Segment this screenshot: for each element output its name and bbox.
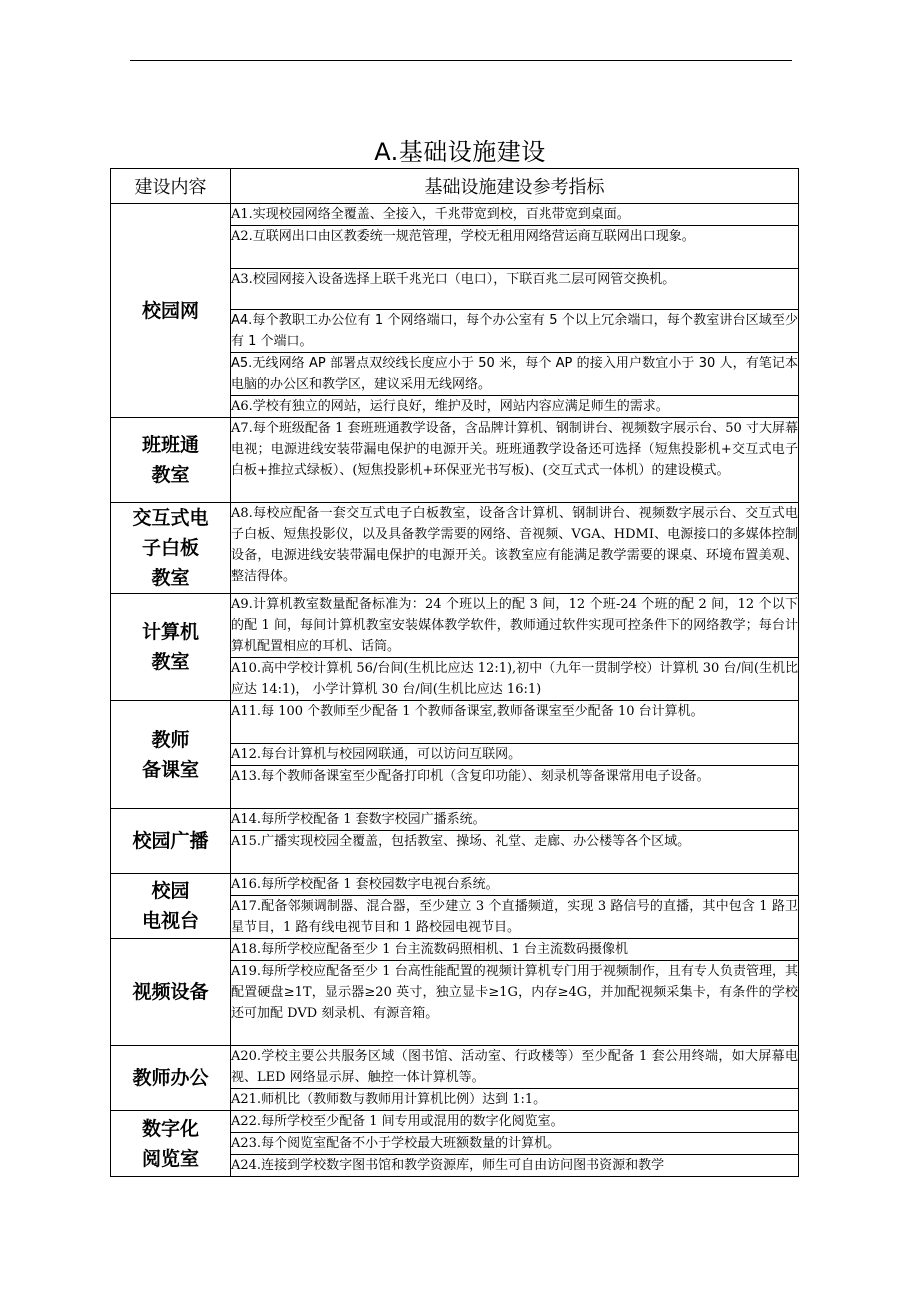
category-label: 班班通 xyxy=(141,434,199,456)
spec-item: A11.每 100 个教师至少配备 1 个教师备课室,教师备课室至少配备 10 台计算机。 xyxy=(231,701,799,744)
category-label: 阅览室 xyxy=(141,1147,199,1170)
category-cell xyxy=(111,594,231,701)
spec-item: A23.每个阅览室配备不小于学校最大班额数量的计算机。 xyxy=(231,1133,799,1155)
category-cell xyxy=(111,874,231,939)
infrastructure-spec-table xyxy=(110,168,799,1177)
category-label: 交互式电 xyxy=(132,507,209,529)
spec-item: A15.广播实现校园全覆盖，包括教室、操场、礼堂、走廊、办公楼等各个区域。 xyxy=(231,831,799,874)
table-row xyxy=(111,204,799,226)
spec-item: A12.每台计算机与校园网联通，可以访问互联网。 xyxy=(231,744,799,766)
table-row xyxy=(111,701,799,744)
category-label: 数字化 xyxy=(141,1117,199,1140)
spec-item: A18.每所学校应配备至少 1 台主流数码照相机、1 台主流数码摄像机 xyxy=(231,939,799,961)
category-label: 校园 xyxy=(151,880,190,902)
category-label: 视频设备 xyxy=(132,981,209,1003)
column-header-content: 建设内容 xyxy=(111,169,231,204)
spec-item: A5.无线网络 AP 部署点双绞线长度应小于 50 米，每个 AP 的接入用户数宜小于 30 人，有笔记本电脑的办公区和教学区，建议采用无线网络。 xyxy=(231,353,799,396)
category-cell xyxy=(111,204,231,418)
spec-item: A6.学校有独立的网站，运行良好，维护及时，网站内容应满足师生的需求。 xyxy=(231,396,799,418)
category-label: 电视台 xyxy=(141,910,199,932)
spec-item: A4.每个教职工办公位有 1 个网络端口，每个办公室有 5 个以上冗余端口，每个教室讲台区域至少有 1 个端口。 xyxy=(231,310,799,353)
category-cell xyxy=(111,1046,231,1111)
spec-item: A9.计算机教室数量配备标准为：24 个班以上的配 3 间，12 个班-24 个班的配 2 间，12 个以下的配 1 间，每间计算机教室安装媒体教学软件，教师通过软件实现可控条件下的网络教学；每台计算机配置相应的耳机、话筒。 xyxy=(231,594,799,658)
spec-item: A16.每所学校配备 1 套校园数字电视台系统。 xyxy=(231,874,799,896)
category-cell xyxy=(111,503,231,594)
spec-item: A22.每所学校至少配备 1 间专用或混用的数字化阅览室。 xyxy=(231,1111,799,1133)
spec-item: A17.配备邻频调制器、混合器，至少建立 3 个直播频道，实现 3 路信号的直播，其中包含 1 路卫星节目，1 路有线电视节目和 1 路校园电视节目。 xyxy=(231,896,799,939)
category-cell xyxy=(111,939,231,1046)
category-cell xyxy=(111,809,231,874)
category-label: 教室 xyxy=(151,567,190,589)
spec-item: A24.连接到学校数字图书馆和教学资源库，师生可自由访问图书资源和教学 xyxy=(231,1155,799,1177)
table-row xyxy=(111,1046,799,1089)
table-header-row xyxy=(111,169,799,204)
category-cell xyxy=(111,1111,231,1177)
table-row xyxy=(111,874,799,896)
page-title: A.基础设施建设 xyxy=(374,138,546,167)
category-label: 教室 xyxy=(151,651,190,673)
spec-item: A19.每所学校应配备至少 1 台高性能配置的视频计算机专门用于视频制作，且有专人负责管理，其配置硬盘≥1T，显示器≥20 英寸，独立显卡≥1G，内存≥4G，并加配视频采集卡，有条件的学校还可加配 DVD 刻录机、有源音箱。 xyxy=(231,961,799,1046)
category-label: 教室 xyxy=(151,464,190,486)
table-row xyxy=(111,809,799,831)
table-row xyxy=(111,594,799,658)
category-label: 校园网 xyxy=(141,299,199,322)
table-row xyxy=(111,939,799,961)
table-row xyxy=(111,1111,799,1133)
spec-item: A1.实现校园网络全覆盖、全接入，千兆带宽到校，百兆带宽到桌面。 xyxy=(231,204,799,226)
category-label: 教师 xyxy=(151,728,190,751)
table-row xyxy=(111,418,799,503)
spec-item: A20.学校主要公共服务区域（图书馆、活动室、行政楼等）至少配备 1 套公用终端，如大屏幕电视、LED 网络显示屏、触控一体计算机等。 xyxy=(231,1046,799,1089)
category-cell xyxy=(111,701,231,809)
category-label: 教师办公 xyxy=(132,1067,209,1089)
table-row xyxy=(111,503,799,594)
header-rule xyxy=(130,60,792,61)
spec-item: A7.每个班级配备 1 套班班通教学设备，含品牌计算机、钢制讲台、视频数字展示台、50 寸大屏幕电视；电源进线安装带漏电保护的电源开关。班班通教学设备还可选择（短焦投影机+交互式电子白板+推拉式绿板）、(短焦投影机+环保亚光书写板)、(交互式式一体机）的建设模式。 xyxy=(231,418,799,503)
spec-item: A3.校园网接入设备选择上联千兆光口（电口），下联百兆二层可网管交换机。 xyxy=(231,269,799,310)
spec-item: A2.互联网出口由区教委统一规范管理，学校无租用网络营运商互联网出口现象。 xyxy=(231,226,799,269)
category-label: 子白板 xyxy=(141,537,199,559)
spec-item: A14.每所学校配备 1 套数字校园广播系统。 xyxy=(231,809,799,831)
spec-item: A8.每校应配备一套交互式电子白板教室，设备含计算机、钢制讲台、视频数字展示台、交互式电子白板、短焦投影仪，以及具备教学需要的网络、音视频、VGA、HDMI、电源接口的多媒体控制设备，电源进线安装带漏电保护的电源开关。该教室应有能满足教学需要的课桌、环境布置美观、整洁得体。 xyxy=(231,503,799,594)
column-header-indicators: 基础设施建设参考指标 xyxy=(231,169,799,204)
category-label: 备课室 xyxy=(141,758,199,781)
spec-item: A21.师机比（教师数与教师用计算机比例）达到 1:1。 xyxy=(231,1089,799,1111)
category-cell xyxy=(111,418,231,503)
category-label: 校园广播 xyxy=(132,830,209,852)
spec-item: A10.高中学校计算机 56/台间(生机比应达 12:1),初中（九年一贯制学校）计算机 30 台/间(生机比应达 14:1)， 小学计算机 30 台/间(生机比应达 16:1) xyxy=(231,658,799,701)
category-label: 计算机 xyxy=(141,621,199,643)
spec-item: A13.每个教师备课室至少配备打印机（含复印功能）、刻录机等备课常用电子设备。 xyxy=(231,766,799,809)
